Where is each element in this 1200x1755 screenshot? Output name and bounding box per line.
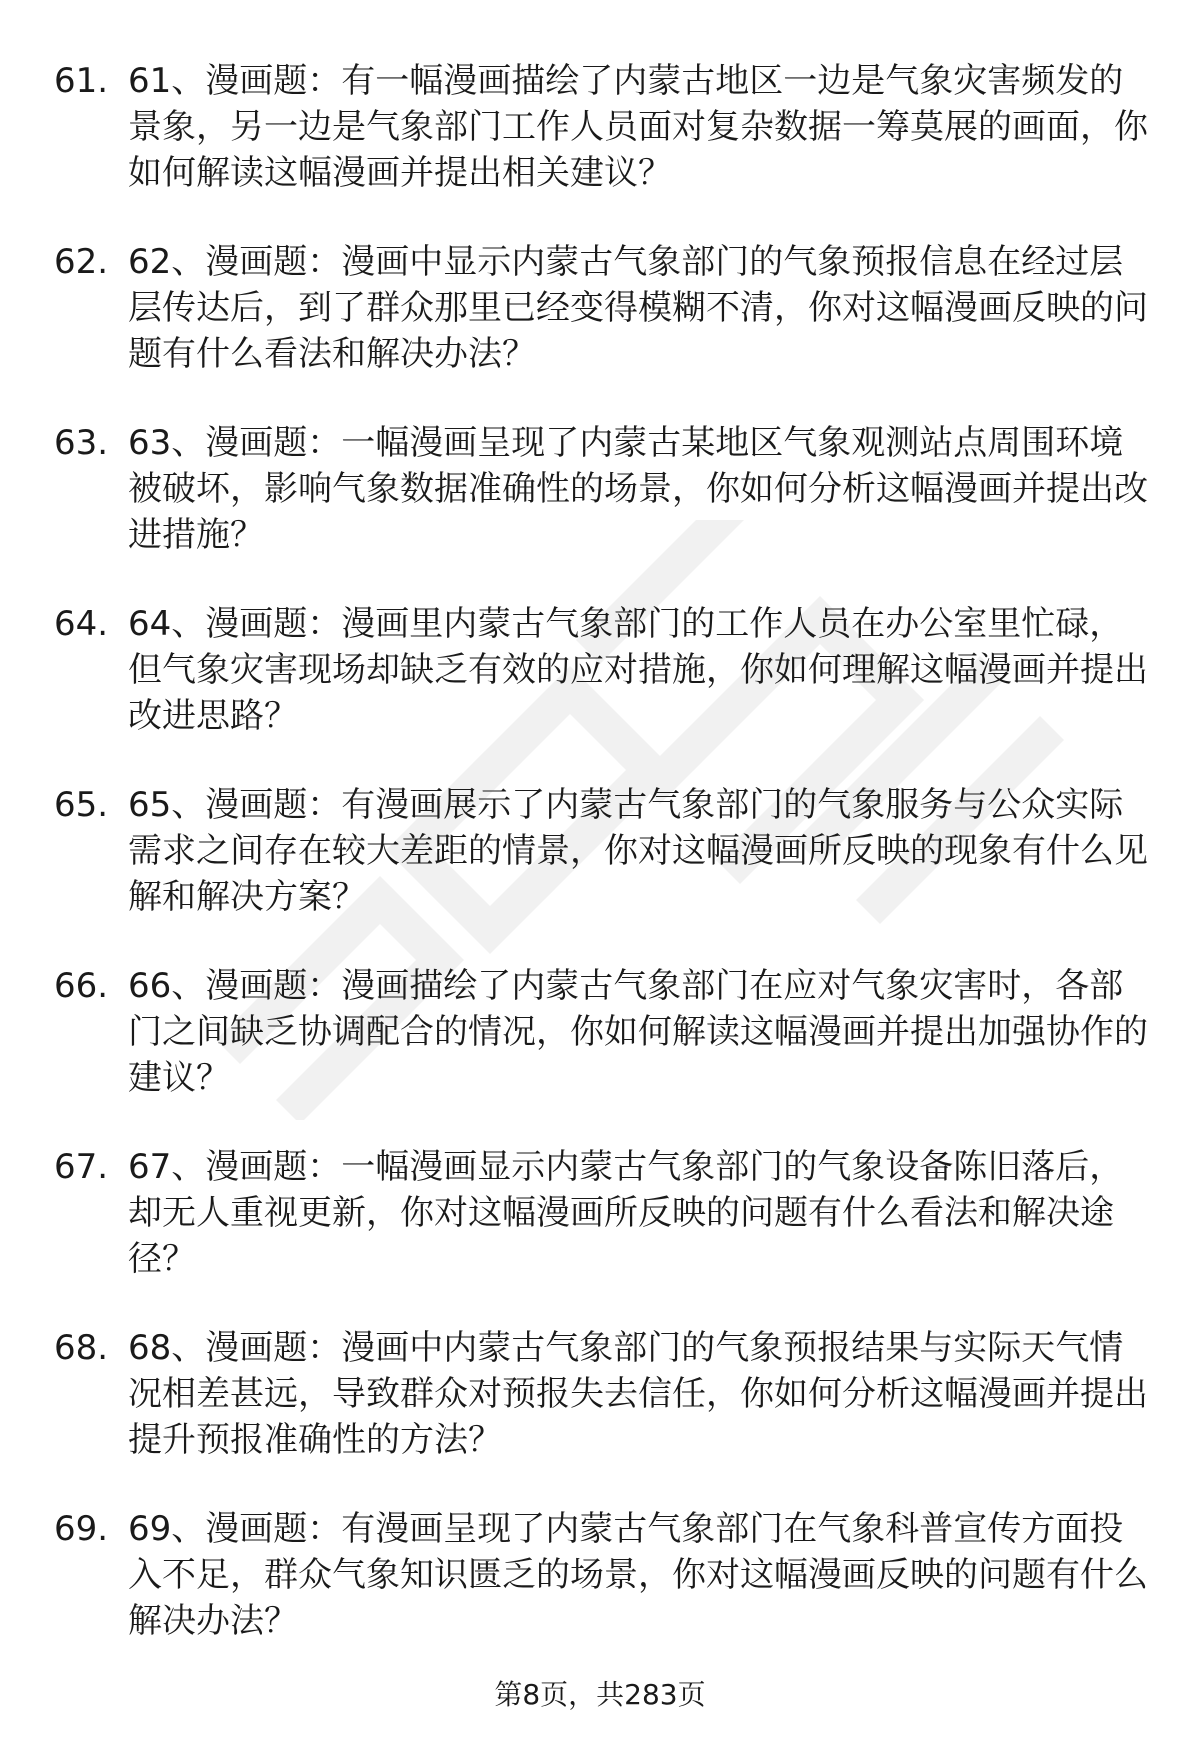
list-item [0, 601, 1200, 782]
item-number: 67. [54, 1147, 109, 1187]
list-item [0, 782, 1200, 963]
list-item [0, 963, 1200, 1144]
item-number: 62. [54, 242, 109, 282]
list-item [0, 1506, 1200, 1687]
item-number: 66. [54, 966, 109, 1006]
list-item [0, 420, 1200, 601]
item-number: 64. [54, 604, 109, 644]
item-number: 65. [54, 785, 109, 825]
question-text: 62、漫画题：漫画中显示内蒙古气象部门的气象预报信息在经过层层传达后，到了群众那里已经变得模糊不清，你对这幅漫画反映的问题有什么看法和解决办法？ [128, 242, 1148, 374]
question-text: 65、漫画题：有漫画展示了内蒙古气象部门的气象服务与公众实际需求之间存在较大差距的情景，你对这幅漫画所反映的现象有什么见解和解决方案？ [128, 785, 1148, 917]
item-number: 61. [54, 61, 109, 101]
item-number: 68. [54, 1328, 109, 1368]
item-number: 69. [54, 1509, 109, 1549]
list-item [0, 1325, 1200, 1506]
question-text: 67、漫画题：一幅漫画显示内蒙古气象部门的气象设备陈旧落后，却无人重视更新，你对这幅漫画所反映的问题有什么看法和解决途径？ [128, 1147, 1124, 1279]
question-text: 63、漫画题：一幅漫画呈现了内蒙古某地区气象观测站点周围环境被破坏，影响气象数据准确性的场景，你如何分析这幅漫画并提出改进措施？ [128, 423, 1148, 555]
question-text: 68、漫画题：漫画中内蒙古气象部门的气象预报结果与实际天气情况相差甚远，导致群众对预报失去信任，你如何分析这幅漫画并提出提升预报准确性的方法？ [128, 1328, 1148, 1460]
question-text: 61、漫画题：有一幅漫画描绘了内蒙古地区一边是气象灾害频发的景象，另一边是气象部门工作人员面对复杂数据一筹莫展的画面，你如何解读这幅漫画并提出相关建议？ [128, 61, 1148, 193]
list-item [0, 1144, 1200, 1325]
question-list [0, 58, 1200, 1687]
list-item [0, 58, 1200, 239]
item-number: 63. [54, 423, 109, 463]
page-footer: 第8页，共283页 [494, 1678, 706, 1711]
question-text: 69、漫画题：有漫画呈现了内蒙古气象部门在气象科普宣传方面投入不足，群众气象知识匮乏的场景，你对这幅漫画反映的问题有什么解决办法？ [128, 1509, 1148, 1641]
list-item [0, 239, 1200, 420]
question-text: 66、漫画题：漫画描绘了内蒙古气象部门在应对气象灾害时，各部门之间缺乏协调配合的情况，你如何解读这幅漫画并提出加强协作的建议？ [128, 966, 1148, 1098]
question-text: 64、漫画题：漫画里内蒙古气象部门的工作人员在办公室里忙碌，但气象灾害现场却缺乏有效的应对措施，你如何理解这幅漫画并提出改进思路？ [128, 604, 1148, 736]
